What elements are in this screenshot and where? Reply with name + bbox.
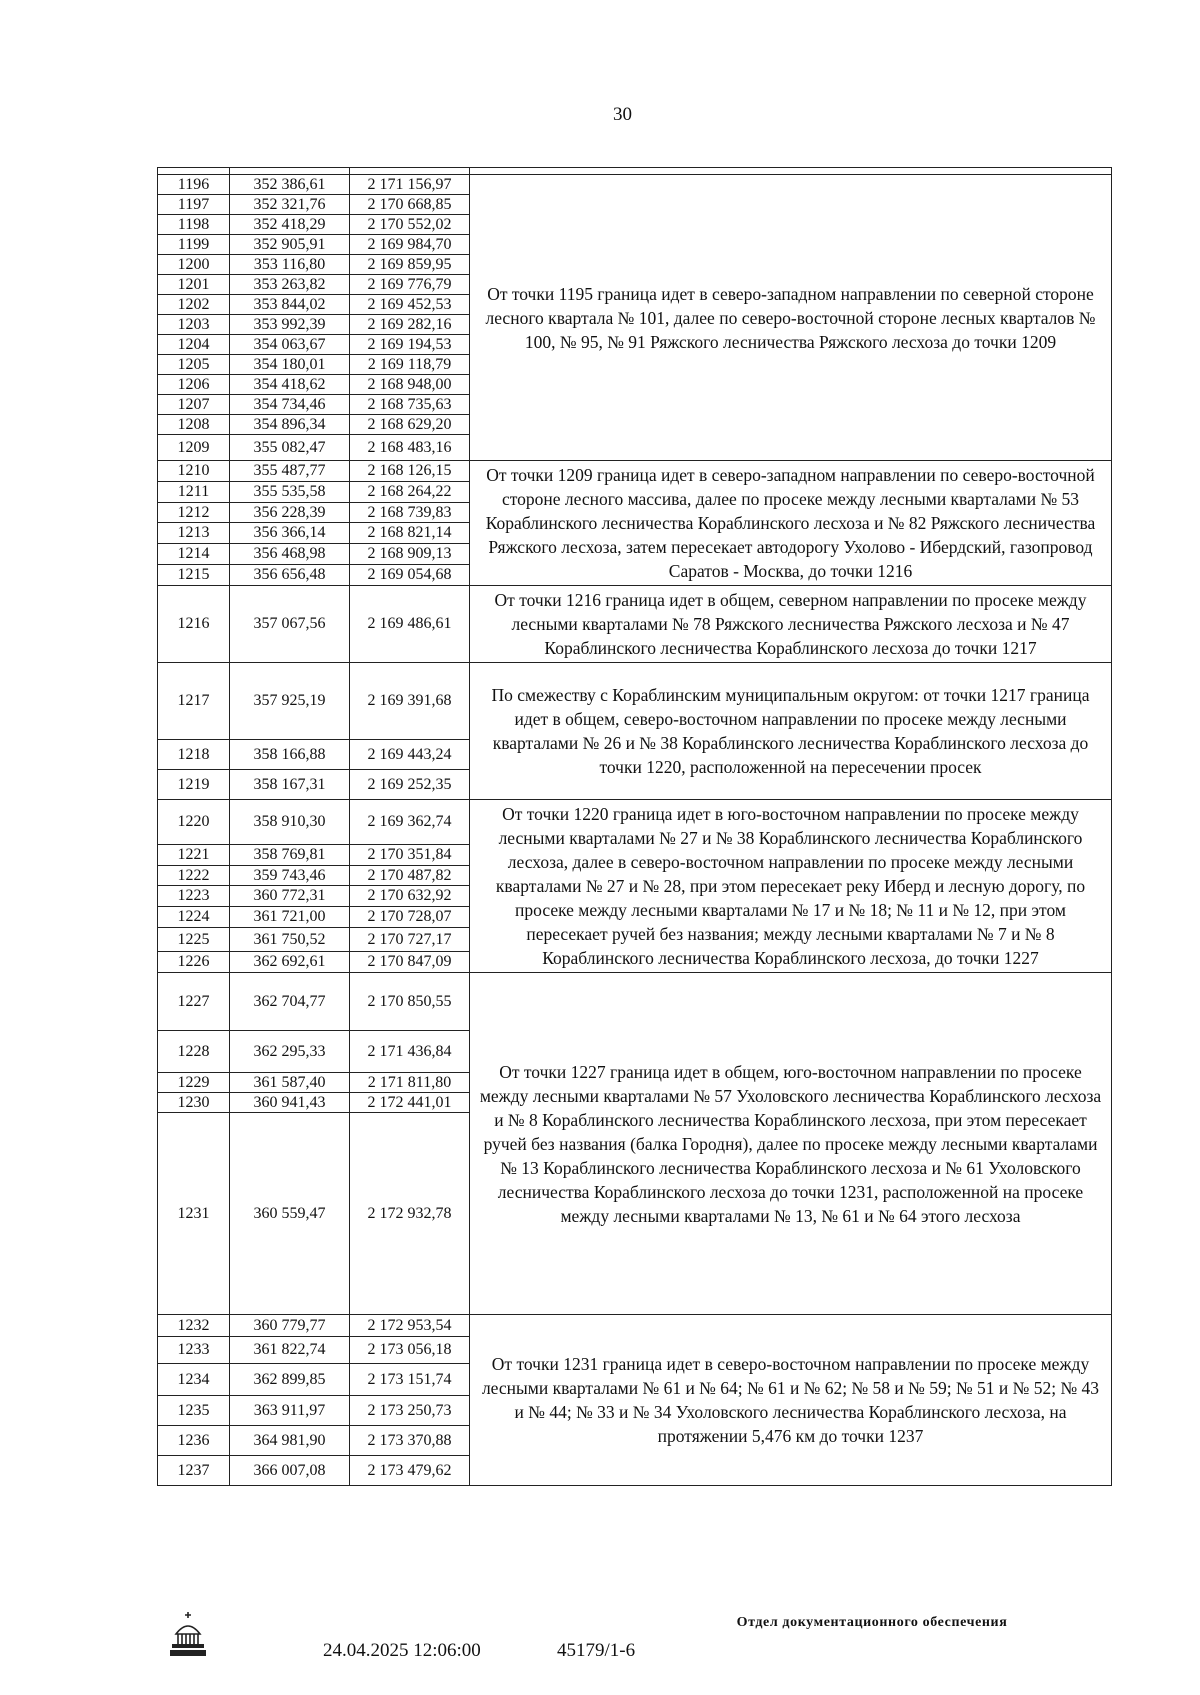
x-coordinate-cell: 354 063,67 <box>230 335 350 355</box>
y-coordinate-cell: 2 173 250,73 <box>350 1396 470 1426</box>
y-coordinate-cell: 2 168 948,00 <box>350 375 470 395</box>
x-coordinate-cell: 361 750,52 <box>230 927 350 952</box>
point-number-cell: 1210 <box>158 461 230 482</box>
x-coordinate-cell: 357 067,56 <box>230 586 350 663</box>
x-coordinate-cell: 359 743,46 <box>230 865 350 886</box>
y-coordinate-cell: 2 169 252,35 <box>350 770 470 800</box>
x-coordinate-cell: 355 487,77 <box>230 461 350 482</box>
y-coordinate-cell: 2 170 351,84 <box>350 845 470 866</box>
y-coordinate-cell: 2 169 282,16 <box>350 315 470 335</box>
x-coordinate-cell: 364 981,90 <box>230 1426 350 1456</box>
table-header-cell <box>350 168 470 175</box>
table-row <box>158 461 1112 482</box>
x-coordinate-cell: 353 844,02 <box>230 295 350 315</box>
y-coordinate-cell: 2 169 391,68 <box>350 663 470 740</box>
table-row <box>158 1315 1112 1337</box>
y-coordinate-cell: 2 168 739,83 <box>350 502 470 523</box>
point-number-cell: 1234 <box>158 1364 230 1396</box>
boundary-description: По смежеству с Кораблинским муниципальным округом: от точки 1217 граница идет в общем, северо-восточном направлении по просеке между лесными кварталами № 26 и № 38 Кораблинского лесничества Кораблинского лесхоза до точки 1220, расположенной на пересечении просек <box>470 663 1112 800</box>
y-coordinate-cell: 2 169 194,53 <box>350 335 470 355</box>
table-header-cell <box>158 168 230 175</box>
point-number-cell: 1197 <box>158 195 230 215</box>
table-row <box>158 586 1112 663</box>
boundary-coordinates-table <box>157 167 1112 1486</box>
table-row <box>158 973 1112 1031</box>
point-number-cell: 1220 <box>158 800 230 845</box>
x-coordinate-cell: 358 167,31 <box>230 770 350 800</box>
table-header-cell <box>230 168 350 175</box>
point-number-cell: 1198 <box>158 215 230 235</box>
point-number-cell: 1232 <box>158 1315 230 1337</box>
point-number-cell: 1202 <box>158 295 230 315</box>
x-coordinate-cell: 360 779,77 <box>230 1315 350 1337</box>
point-number-cell: 1216 <box>158 586 230 663</box>
y-coordinate-cell: 2 170 552,02 <box>350 215 470 235</box>
y-coordinate-cell: 2 170 487,82 <box>350 865 470 886</box>
boundary-description: От точки 1209 граница идет в северо-западном направлении по северо-восточной стороне лесного массива, далее по просеке между лесными кварталами № 53 Кораблинского лесничества Кораблинского лесхоза и № 82 Ряжского лесничества Ряжского лесхоза, затем пересекает автодорогу Ухолово - Ибердский, газопровод Саратов - Москва, до точки 1216 <box>470 461 1112 586</box>
y-coordinate-cell: 2 168 735,63 <box>350 395 470 415</box>
y-coordinate-cell: 2 169 486,61 <box>350 586 470 663</box>
x-coordinate-cell: 358 166,88 <box>230 740 350 770</box>
point-number-cell: 1196 <box>158 175 230 195</box>
x-coordinate-cell: 361 822,74 <box>230 1337 350 1364</box>
y-coordinate-cell: 2 169 984,70 <box>350 235 470 255</box>
point-number-cell: 1201 <box>158 275 230 295</box>
y-coordinate-cell: 2 170 632,92 <box>350 886 470 907</box>
page-number: 30 <box>613 104 632 125</box>
x-coordinate-cell: 352 418,29 <box>230 215 350 235</box>
x-coordinate-cell: 354 180,01 <box>230 355 350 375</box>
point-number-cell: 1218 <box>158 740 230 770</box>
y-coordinate-cell: 2 172 441,01 <box>350 1093 470 1113</box>
y-coordinate-cell: 2 169 776,79 <box>350 275 470 295</box>
point-number-cell: 1231 <box>158 1113 230 1315</box>
y-coordinate-cell: 2 169 859,95 <box>350 255 470 275</box>
y-coordinate-cell: 2 171 436,84 <box>350 1031 470 1073</box>
table-row <box>158 800 1112 845</box>
x-coordinate-cell: 362 704,77 <box>230 973 350 1031</box>
y-coordinate-cell: 2 172 953,54 <box>350 1315 470 1337</box>
x-coordinate-cell: 353 992,39 <box>230 315 350 335</box>
point-number-cell: 1214 <box>158 544 230 565</box>
point-number-cell: 1222 <box>158 865 230 886</box>
x-coordinate-cell: 355 535,58 <box>230 481 350 502</box>
point-number-cell: 1207 <box>158 395 230 415</box>
x-coordinate-cell: 356 656,48 <box>230 565 350 586</box>
table-row <box>158 175 1112 195</box>
point-number-cell: 1212 <box>158 502 230 523</box>
x-coordinate-cell: 362 692,61 <box>230 952 350 973</box>
point-number-cell: 1224 <box>158 907 230 928</box>
point-number-cell: 1199 <box>158 235 230 255</box>
y-coordinate-cell: 2 173 370,88 <box>350 1426 470 1456</box>
x-coordinate-cell: 362 899,85 <box>230 1364 350 1396</box>
boundary-description: От точки 1195 граница идет в северо-западном направлении по северной стороне лесного квартала № 101, далее по северо-восточной стороне лесных кварталов № 100, № 95, № 91 Ряжского лесничества Ряжского лесхоза до точки 1209 <box>470 175 1112 461</box>
point-number-cell: 1211 <box>158 481 230 502</box>
department-stamp: Отдел документационного обеспечения <box>736 1615 1008 1630</box>
y-coordinate-cell: 2 172 932,78 <box>350 1113 470 1315</box>
table-header-row <box>158 168 1112 175</box>
point-number-cell: 1208 <box>158 415 230 435</box>
x-coordinate-cell: 361 587,40 <box>230 1073 350 1093</box>
x-coordinate-cell: 363 911,97 <box>230 1396 350 1426</box>
x-coordinate-cell: 357 925,19 <box>230 663 350 740</box>
point-number-cell: 1209 <box>158 435 230 461</box>
y-coordinate-cell: 2 169 443,24 <box>350 740 470 770</box>
y-coordinate-cell: 2 173 056,18 <box>350 1337 470 1364</box>
x-coordinate-cell: 352 905,91 <box>230 235 350 255</box>
point-number-cell: 1205 <box>158 355 230 375</box>
y-coordinate-cell: 2 168 821,14 <box>350 523 470 544</box>
point-number-cell: 1225 <box>158 927 230 952</box>
print-timestamp: 24.04.2025 12:06:00 <box>323 1640 481 1661</box>
x-coordinate-cell: 354 734,46 <box>230 395 350 415</box>
y-coordinate-cell: 2 168 264,22 <box>350 481 470 502</box>
point-number-cell: 1235 <box>158 1396 230 1426</box>
y-coordinate-cell: 2 169 118,79 <box>350 355 470 375</box>
point-number-cell: 1236 <box>158 1426 230 1456</box>
point-number-cell: 1219 <box>158 770 230 800</box>
point-number-cell: 1227 <box>158 973 230 1031</box>
y-coordinate-cell: 2 168 629,20 <box>350 415 470 435</box>
point-number-cell: 1213 <box>158 523 230 544</box>
point-number-cell: 1226 <box>158 952 230 973</box>
x-coordinate-cell: 360 559,47 <box>230 1113 350 1315</box>
boundary-description: От точки 1220 граница идет в юго-восточном направлении по просеке между лесными кварталами № 27 и № 38 Кораблинского лесничества Кораблинского лесхоза, далее в северо-восточном направлении по просеке между лесными кварталами № 27 и № 28, при этом пересекает реку Иберд и лесную дорогу, по просеке между лесными кварталами № 17 и № 18; № 11 и № 12, при этом пересекает ручей без названия; между лесными кварталами № 7 и № 8 Кораблинского лесничества Кораблинского лесхоза, до точки 1227 <box>470 800 1112 973</box>
boundary-description: От точки 1216 граница идет в общем, северном направлении по просеке между лесными кварталами № 78 Ряжского лесничества Ряжского лесхоза и № 47 Кораблинского лесничества Кораблинского лесхоза до точки 1217 <box>470 586 1112 663</box>
point-number-cell: 1223 <box>158 886 230 907</box>
y-coordinate-cell: 2 169 362,74 <box>350 800 470 845</box>
x-coordinate-cell: 362 295,33 <box>230 1031 350 1073</box>
x-coordinate-cell: 353 263,82 <box>230 275 350 295</box>
y-coordinate-cell: 2 168 126,15 <box>350 461 470 482</box>
y-coordinate-cell: 2 171 156,97 <box>350 175 470 195</box>
y-coordinate-cell: 2 170 847,09 <box>350 952 470 973</box>
x-coordinate-cell: 356 228,39 <box>230 502 350 523</box>
x-coordinate-cell: 356 468,98 <box>230 544 350 565</box>
point-number-cell: 1229 <box>158 1073 230 1093</box>
x-coordinate-cell: 360 772,31 <box>230 886 350 907</box>
y-coordinate-cell: 2 173 479,62 <box>350 1456 470 1486</box>
boundary-description: От точки 1231 граница идет в северо-восточном направлении по просеке между лесными кварталами № 61 и № 64; № 61 и № 62; № 58 и № 59; № 51 и № 52; № 43 и № 44; № 33 и № 34 Ухоловского лесничества Кораблинского лесхоза, на протяжении 5,476 км до точки 1237 <box>470 1315 1112 1486</box>
y-coordinate-cell: 2 168 909,13 <box>350 544 470 565</box>
point-number-cell: 1221 <box>158 845 230 866</box>
x-coordinate-cell: 358 910,30 <box>230 800 350 845</box>
x-coordinate-cell: 355 082,47 <box>230 435 350 461</box>
y-coordinate-cell: 2 168 483,16 <box>350 435 470 461</box>
point-number-cell: 1215 <box>158 565 230 586</box>
x-coordinate-cell: 360 941,43 <box>230 1093 350 1113</box>
x-coordinate-cell: 358 769,81 <box>230 845 350 866</box>
registration-number: 45179/1-6 <box>557 1640 636 1661</box>
duma-logo-icon <box>168 1610 208 1658</box>
table-row <box>158 663 1112 740</box>
point-number-cell: 1206 <box>158 375 230 395</box>
y-coordinate-cell: 2 170 728,07 <box>350 907 470 928</box>
point-number-cell: 1233 <box>158 1337 230 1364</box>
point-number-cell: 1200 <box>158 255 230 275</box>
x-coordinate-cell: 356 366,14 <box>230 523 350 544</box>
y-coordinate-cell: 2 170 668,85 <box>350 195 470 215</box>
point-number-cell: 1204 <box>158 335 230 355</box>
x-coordinate-cell: 361 721,00 <box>230 907 350 928</box>
point-number-cell: 1237 <box>158 1456 230 1486</box>
x-coordinate-cell: 352 386,61 <box>230 175 350 195</box>
y-coordinate-cell: 2 169 054,68 <box>350 565 470 586</box>
boundary-description: От точки 1227 граница идет в общем, юго-восточном направлении по просеке между лесными кварталами № 57 Ухоловского лесничества Кораблинского лесхоза и № 8 Кораблинского лесничества Кораблинского лесхоза, при этом пересекает ручей без названия (балка Городня), далее по просеке между лесными кварталами № 13 Кораблинского лесничества Кораблинского лесхоза и № 61 Ухоловского лесничества Кораблинского лесхоза до точки 1231, расположенной на просеке между лесными кварталами № 13, № 61 и № 64 этого лесхоза <box>470 973 1112 1315</box>
table-header-cell <box>470 168 1112 175</box>
y-coordinate-cell: 2 171 811,80 <box>350 1073 470 1093</box>
y-coordinate-cell: 2 170 850,55 <box>350 973 470 1031</box>
x-coordinate-cell: 353 116,80 <box>230 255 350 275</box>
point-number-cell: 1230 <box>158 1093 230 1113</box>
x-coordinate-cell: 366 007,08 <box>230 1456 350 1486</box>
point-number-cell: 1228 <box>158 1031 230 1073</box>
y-coordinate-cell: 2 170 727,17 <box>350 927 470 952</box>
x-coordinate-cell: 354 418,62 <box>230 375 350 395</box>
point-number-cell: 1203 <box>158 315 230 335</box>
x-coordinate-cell: 352 321,76 <box>230 195 350 215</box>
point-number-cell: 1217 <box>158 663 230 740</box>
y-coordinate-cell: 2 169 452,53 <box>350 295 470 315</box>
x-coordinate-cell: 354 896,34 <box>230 415 350 435</box>
y-coordinate-cell: 2 173 151,74 <box>350 1364 470 1396</box>
